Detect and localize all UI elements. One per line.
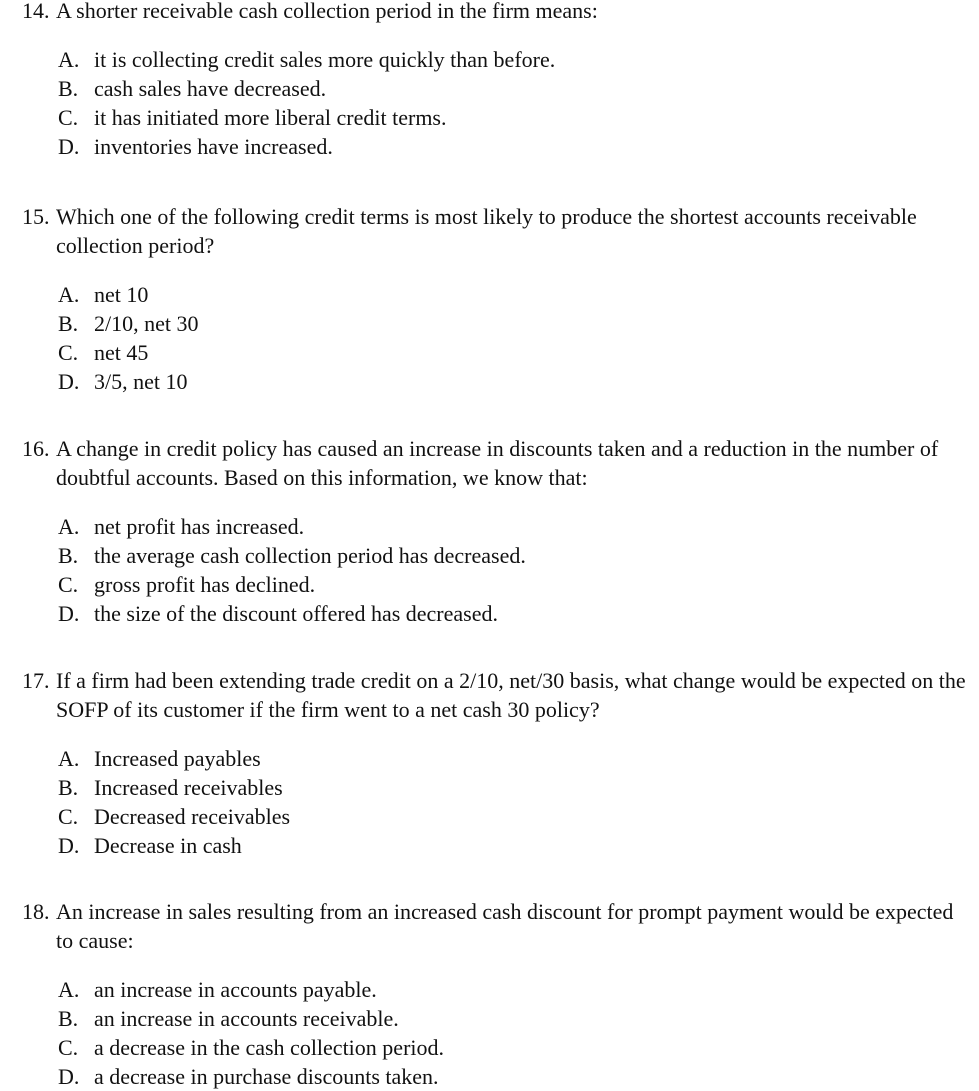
option-text: Decrease in cash [94,833,242,858]
option-letter: A. [58,746,80,771]
option-text: 3/5, net 10 [94,369,188,394]
option-letter: B. [58,1006,79,1031]
option-text: it has initiated more liberal credit terms. [94,105,447,130]
option-item [58,599,972,628]
option-item [58,570,972,599]
option-text: net 45 [94,340,149,365]
question-15 [22,202,972,396]
question-16 [22,434,972,628]
option-item [58,1062,972,1091]
option-text: Increased payables [94,746,261,771]
option-letter: D. [58,134,80,159]
question-text: 18. An increase in sales resulting from an increased cash discount for prompt payment would be expected to cause: [22,899,954,953]
option-letter: A. [58,977,80,1002]
option-item [58,744,972,773]
option-text: Increased receivables [94,775,283,800]
option-text: gross profit has declined. [94,572,316,597]
option-letter: D. [58,369,80,394]
question-17 [22,666,972,860]
option-item [58,1004,972,1033]
option-text: an increase in accounts payable. [94,977,377,1002]
option-item [58,831,972,860]
option-item [58,74,972,103]
option-letter: A. [58,282,80,307]
option-text: a decrease in the cash collection period. [94,1035,445,1060]
option-text: the size of the discount offered has decreased. [94,601,498,626]
option-item [58,280,972,309]
option-letter: D. [58,1064,80,1089]
option-text: inventories have increased. [94,134,333,159]
option-text: net 10 [94,282,149,307]
question-text: 16. A change in credit policy has caused an increase in discounts taken and a reduction in the number of doubtful accounts. Based on this information, we know that: [22,436,939,490]
option-letter: C. [58,105,79,130]
question-text: 14. A shorter receivable cash collection period in the firm means: [22,0,598,23]
question-18 [22,897,972,1091]
option-item [58,103,972,132]
option-item [58,367,972,396]
question-text: 17. If a firm had been extending trade credit on a 2/10, net/30 basis, what change would be expected on the SOFP of its customer if the firm went to a net cash 30 policy? [22,668,966,722]
option-item [58,975,972,1004]
option-item [58,45,972,74]
question-14 [22,0,972,161]
option-letter: A. [58,47,80,72]
option-item [58,802,972,831]
option-letter: B. [58,775,79,800]
question-text: 15. Which one of the following credit terms is most likely to produce the shortest accounts receivable collection period? [22,204,917,258]
option-text: net profit has increased. [94,514,305,539]
option-item [58,338,972,367]
option-text: the average cash collection period has decreased. [94,543,526,568]
option-item [58,132,972,161]
option-letter: B. [58,311,79,336]
option-letter: C. [58,804,79,829]
option-letter: C. [58,340,79,365]
option-item [58,541,972,570]
option-text: an increase in accounts receivable. [94,1006,399,1031]
option-text: 2/10, net 30 [94,311,199,336]
option-letter: D. [58,601,80,626]
option-letter: D. [58,833,80,858]
option-text: a decrease in purchase discounts taken. [94,1064,439,1089]
option-item [58,1033,972,1062]
option-text: cash sales have decreased. [94,76,327,101]
option-item [58,512,972,541]
option-item [58,773,972,802]
option-letter: A. [58,514,80,539]
option-letter: B. [58,76,79,101]
option-letter: B. [58,543,79,568]
option-letter: C. [58,1035,79,1060]
option-item [58,309,972,338]
option-letter: C. [58,572,79,597]
option-text: it is collecting credit sales more quickly than before. [94,47,556,72]
option-text: Decreased receivables [94,804,291,829]
